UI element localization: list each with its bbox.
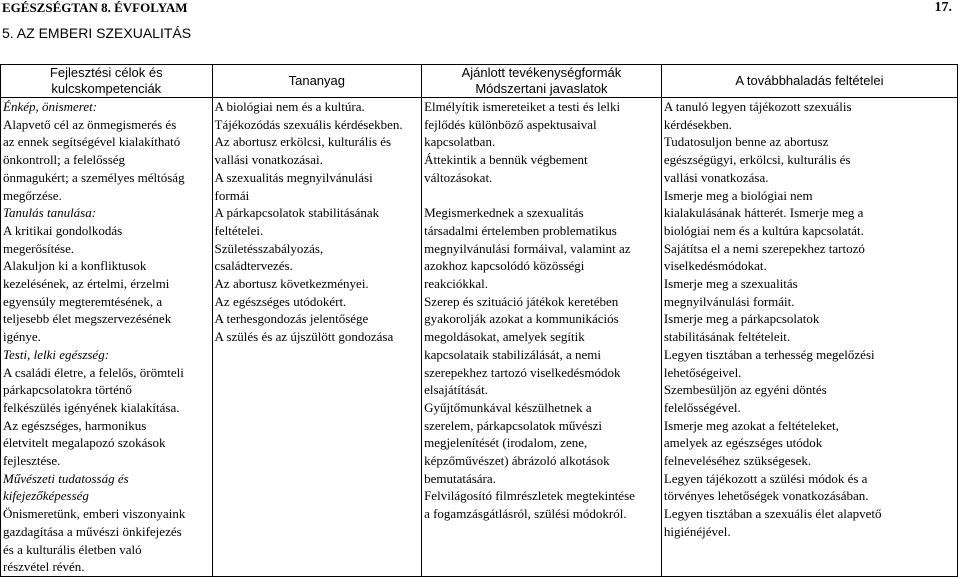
- activities-line: Gyűjtőmunkával készülhetnek a: [424, 399, 592, 415]
- goals-cell: [1, 98, 213, 577]
- goals-line: kifejezőképesség: [3, 488, 89, 504]
- progression-line: Szembesüljön az egyéni döntés: [663, 382, 827, 398]
- activities-line: változásokat.: [424, 169, 493, 185]
- activities-line: Szerep és szituáció játékok keretében: [424, 293, 619, 309]
- activities-line: bemutatására.: [424, 470, 496, 486]
- goals-line: párkapcsolatokra történő: [3, 382, 132, 398]
- goals-line: A kritikai gondolkodás: [3, 222, 123, 238]
- header-progression-line-1: A továbbhaladás feltételei: [735, 73, 884, 88]
- page-number: 17.: [934, 0, 952, 15]
- goals-line: önmagukért; a személyes méltóság: [3, 169, 185, 185]
- progression-line: Legyen tájékozott a szülési módok és a: [663, 470, 868, 486]
- goals-line: megerősítése.: [3, 240, 75, 256]
- progression-line: felneveléséhez szükségesek.: [663, 453, 812, 469]
- goals-line: Az egészséges, harmonikus: [3, 417, 147, 433]
- goals-line: teljesebb élet megszervezésének: [3, 311, 172, 327]
- header-goals-line-2: kulcskompetenciák: [51, 81, 162, 96]
- goals-line: és a kulturális életben való: [3, 541, 142, 557]
- activities-line: Áttekintik a bennük végbement: [424, 152, 588, 168]
- goals-line: részvétel révén.: [3, 559, 85, 575]
- activities-line: megoldásokat, amelyek segítik: [424, 329, 585, 345]
- material-line: A szexualitás megnyilvánulási: [214, 169, 373, 185]
- header-goals: [1, 65, 213, 98]
- goals-line: felkészülés igényének kialakítása.: [3, 399, 180, 415]
- material-line: családtervezés.: [214, 258, 293, 274]
- header-activities-line-2: Módszertani javaslatok: [475, 81, 608, 96]
- goals-line: gazdagítása a művészi önkifejezés: [3, 523, 182, 539]
- progression-line: amelyek az egészséges utódok: [663, 435, 823, 451]
- goals-line: igénye.: [3, 329, 41, 345]
- material-line: feltételei.: [214, 222, 264, 238]
- material-line: A szülés és az újszülött gondozása: [214, 329, 394, 345]
- goals-line: az ennek segítségével kialakítható: [3, 134, 181, 150]
- activities-line: Felvilágosító filmrészletek megtekintése: [424, 488, 635, 504]
- activities-line: megnyilvánulási formáival, valamint az: [424, 240, 631, 256]
- progression-line: viselkedésmódokat.: [663, 258, 767, 274]
- goals-line: egyensúly megteremtésének, a: [3, 293, 163, 309]
- progression-line: Legyen tisztában a terhesség megelőzési: [663, 346, 875, 362]
- activities-line: képzőművészet) ábrázoló alkotások: [424, 453, 610, 469]
- goals-line: Alakuljon ki a konfliktusok: [3, 258, 147, 274]
- activities-line: megjelenítését (irodalom, zene,: [424, 435, 588, 451]
- progression-line: Ismerje meg a szexualitás: [663, 276, 798, 292]
- goals-line: életvitelt megalapozó szokások: [3, 435, 166, 451]
- document-header-title: EGÉSZSÉGTAN 8. ÉVFOLYAM: [2, 0, 188, 15]
- material-line: A terhesgondozás jelentősége: [214, 311, 369, 327]
- progression-line: A tanuló legyen tájékozott szexuális: [663, 99, 852, 114]
- goals-line: önkontroll; a felelősség: [3, 152, 126, 168]
- activities-line: Megismerkednek a szexualitás: [424, 205, 584, 221]
- activities-line: elsajátítását.: [424, 382, 488, 398]
- material-cell: [212, 98, 422, 577]
- table-header-row: [1, 65, 958, 98]
- progression-line: Ismerje meg a párkapcsolatok: [663, 311, 820, 327]
- material-line: A párkapcsolatok stabilitásának: [214, 205, 380, 221]
- progression-line: egészségügyi, erkölcsi, kulturális és: [663, 152, 851, 168]
- activities-cell: [422, 98, 662, 577]
- progression-line: Sajátítsa el a nemi szerepekhez tartozó: [663, 240, 865, 256]
- material-line: Tájékozódás szexuális kérdésekben.: [214, 116, 403, 132]
- goals-line: Alapvető cél az önmegismerés és: [3, 116, 177, 132]
- activities-line: kapcsolataik stabilizálását, a nemi: [424, 346, 601, 362]
- progression-line: Tudatosuljon benne az abortusz: [663, 134, 829, 150]
- header-activities-line-1: Ajánlott tevékenységformák: [461, 65, 622, 80]
- progression-line: Legyen tisztában a szexuális élet alapvető: [663, 506, 882, 522]
- progression-line: kérdésekben.: [663, 116, 733, 132]
- goals-line: Tanulás tanulása:: [3, 205, 97, 221]
- material-line: vallási vonatkozásai.: [214, 152, 323, 168]
- activities-line: szerepekhez tartozó viselkedésmódok: [424, 364, 621, 380]
- progression-cell: [661, 98, 957, 577]
- activities-line: a fogamzásgátlásról, szülési módokról.: [424, 506, 627, 522]
- header-activities: [422, 65, 662, 98]
- progression-line: stabilitásának feltételeit.: [663, 329, 791, 345]
- material-line: Az abortusz erkölcsi, kulturális és: [214, 134, 392, 150]
- header-goals-line-1: Fejlesztési célok és: [49, 65, 163, 80]
- goals-line: Énkép, önismeret:: [3, 99, 98, 114]
- activities-line: kapcsolatban.: [424, 134, 496, 150]
- header-progression: [661, 65, 957, 98]
- table-row: [1, 98, 958, 577]
- activities-line: azokhoz kapcsolódó közösségi: [424, 258, 585, 274]
- section-title: 5. AZ EMBERI SZEXUALITÁS: [2, 25, 192, 41]
- material-line: A biológiai nem és a kultúra.: [214, 99, 365, 114]
- progression-line: törvényes lehetőségek vonatkozásában.: [663, 488, 869, 504]
- activities-line: gyakorolják azokat a kommunikációs: [424, 311, 619, 327]
- header-material-line-1: Tananyag: [288, 73, 345, 88]
- material-line: Az abortusz következményei.: [214, 276, 369, 292]
- progression-line: Ismerje meg a biológiai nem: [663, 187, 813, 203]
- goals-line: Testi, lelki egészség:: [3, 346, 110, 362]
- goals-line: Önismeretünk, emberi viszonyaink: [3, 506, 186, 522]
- goals-line: fejlesztése.: [3, 453, 61, 469]
- progression-line: Ismerje meg azokat a feltételeket,: [663, 417, 839, 433]
- activities-line: szerelem, párkapcsolatok művészi: [424, 417, 603, 433]
- activities-line: fejlődés különböző aspektusaival: [424, 116, 597, 132]
- goals-line: megőrzése.: [3, 187, 62, 203]
- material-line: Az egészséges utódokért.: [214, 293, 347, 309]
- curriculum-table: [0, 64, 958, 577]
- activities-line: reakciókkal.: [424, 276, 488, 292]
- progression-line: megnyilvánulási formáit.: [663, 293, 795, 309]
- goals-line: A családi életre, a felelős, örömteli: [3, 364, 184, 380]
- activities-line: Elmélyítik ismereteiket a testi és lelki: [424, 99, 621, 114]
- progression-line: kialakulásának hátterét. Ismerje meg a: [663, 205, 864, 221]
- progression-line: lehetőségeivel.: [663, 364, 742, 380]
- progression-line: vallási vonatkozása.: [663, 169, 769, 185]
- material-line: Születésszabályozás,: [214, 240, 324, 256]
- progression-line: higiénéjével.: [663, 523, 731, 539]
- progression-line: biológiai nem és a kultúra kapcsolatát.: [663, 222, 864, 238]
- goals-line: kezelésének, az értelmi, érzelmi: [3, 276, 170, 292]
- activities-line: társadalmi értelemben problematikus: [424, 222, 617, 238]
- goals-line: Művészeti tudatosság és: [3, 470, 129, 486]
- activities-line: [424, 187, 659, 205]
- material-line: formái: [214, 187, 250, 203]
- progression-line: felelősségével.: [663, 399, 741, 415]
- header-material: [212, 65, 422, 98]
